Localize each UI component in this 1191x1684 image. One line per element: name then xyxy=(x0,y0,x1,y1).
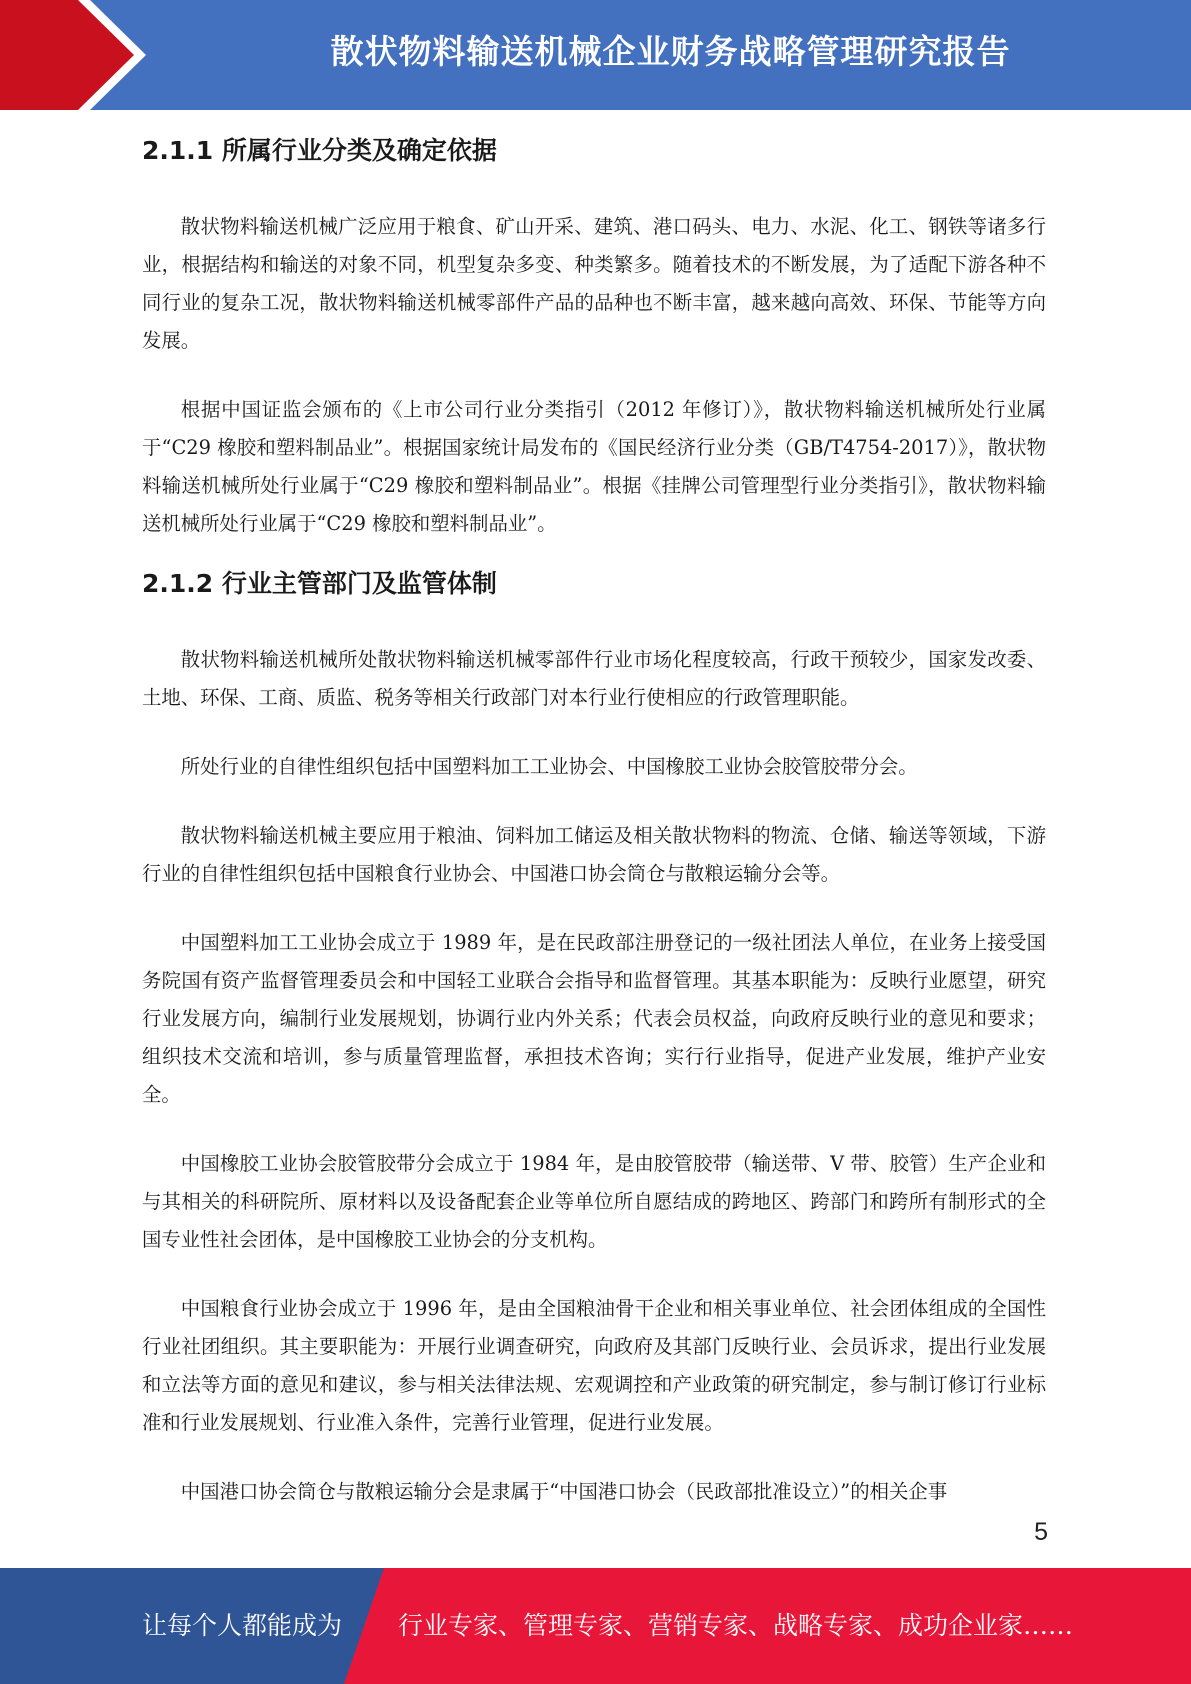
document-body xyxy=(142,128,1046,1511)
footer-banner xyxy=(0,1568,1191,1684)
footer-slogan-right: 行业专家、管理专家、营销专家、战略专家、成功企业家…… xyxy=(398,1611,1074,1640)
paragraph: 根据中国证监会颁布的《上市公司行业分类指引（2012 年修订）》，散状物料输送机械所处行业属于“C29 橡胶和塑料制品业”。根据国家统计局发布的《国民经济行业分类（GB/T4754-2017）》，散状物料输送机械所处行业属于“C29 橡胶和塑料制品业”。根据《挂牌公司管理型行业分类指引》，散状物料输送机械所处行业属于“C29 橡胶和塑料制品业”。 xyxy=(142,398,1046,535)
paragraph: 中国塑料加工工业协会成立于 1989 年，是在民政部注册登记的一级社团法人单位，在业务上接受国务院国有资产监督管理委员会和中国轻工业联合会指导和监督管理。其基本职能为：反映行业愿望，研究行业发展方向，编制行业发展规划，协调行业内外关系；代表会员权益，向政府反映行业的意见和要求；组织技术交流和培训，参与质量管理监督，承担技术咨询；实行行业指导，促进产业发展，维护产业安全。 xyxy=(142,931,1046,1106)
header-banner xyxy=(0,0,1191,110)
report-title: 散状物料输送机械企业财务战略管理研究报告 xyxy=(330,32,1011,71)
paragraph: 中国粮食行业协会成立于 1996 年，是由全国粮油骨干企业和相关事业单位、社会团体组成的全国性行业社团组织。其主要职能为：开展行业调查研究，向政府及其部门反映行业、会员诉求，提出行业发展和立法等方面的意见和建议，参与相关法律法规、宏观调控和产业政策的研究制定，参与制订修订行业标准和行业发展规划、行业准入条件，完善行业管理，促进行业发展。 xyxy=(142,1297,1046,1434)
footer-slogan-left: 让每个人都能成为 xyxy=(142,1611,343,1640)
page-number: 5 xyxy=(1034,1518,1048,1546)
paragraph: 散状物料输送机械所处散状物料输送机械零部件行业市场化程度较高，行政干预较少，国家发改委、土地、环保、工商、质监、税务等相关行政部门对本行业行使相应的行政管理职能。 xyxy=(142,648,1046,709)
section-heading: 2.1.2 行业主管部门及监管体制 xyxy=(142,569,497,598)
paragraph: 所处行业的自律性组织包括中国塑料加工工业协会、中国橡胶工业协会胶管胶带分会。 xyxy=(180,755,918,778)
paragraph: 散状物料输送机械主要应用于粮油、饲料加工储运及相关散状物料的物流、仓储、输送等领域，下游行业的自律性组织包括中国粮食行业协会、中国港口协会筒仓与散粮运输分会等。 xyxy=(142,824,1046,885)
header-chevron-graphic xyxy=(0,0,150,110)
paragraph: 散状物料输送机械广泛应用于粮食、矿山开采、建筑、港口码头、电力、水泥、化工、钢铁等诸多行业，根据结构和输送的对象不同，机型复杂多变、种类繁多。随着技术的不断发展，为了适配下游各种不同行业的复杂工况，散状物料输送机械零部件产品的品种也不断丰富，越来越向高效、环保、节能等方向发展。 xyxy=(142,215,1046,352)
paragraph: 中国橡胶工业协会胶管胶带分会成立于 1984 年，是由胶管胶带（输送带、V 带、胶管）生产企业和与其相关的科研院所、原材料以及设备配套企业等单位所自愿结成的跨地区、跨部门和跨所有制形式的全国专业性社会团体，是中国橡胶工业协会的分支机构。 xyxy=(142,1152,1046,1251)
paragraph: 中国港口协会筒仓与散粮运输分会是隶属于“中国港口协会（民政部批准设立）”的相关企事 xyxy=(180,1480,948,1503)
section-heading: 2.1.1 所属行业分类及确定依据 xyxy=(142,136,497,165)
